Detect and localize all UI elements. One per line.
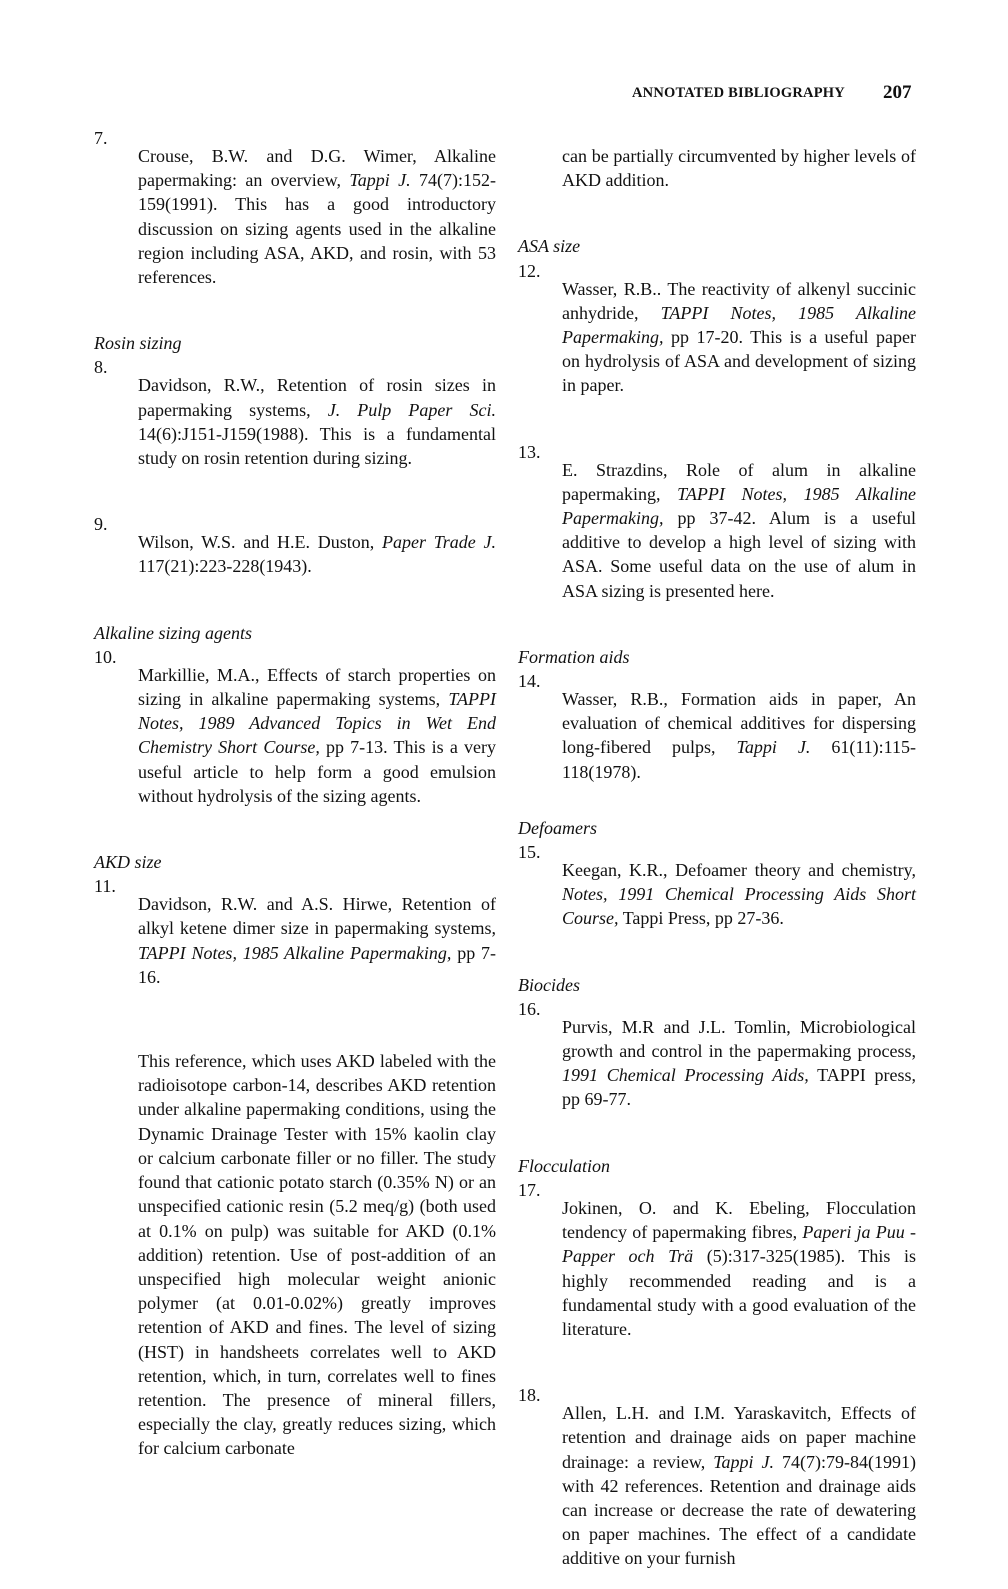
reference-entry-18: [518, 1383, 916, 1588]
section-heading-flocculation: Flocculation: [518, 1155, 610, 1176]
entry-text: Keegan, K.R., Defoamer theory and chemistry, Notes, 1991 Chemical Processing Aids Short Course, Tappi Press, pp 27-36.: [562, 860, 916, 929]
right-column: [518, 126, 916, 1589]
reference-entry-16: [518, 997, 916, 1130]
entry-number: 11.: [94, 876, 116, 897]
entry-number: 15.: [518, 842, 541, 863]
reference-entry-9: [94, 512, 496, 596]
entry-number: 16.: [518, 998, 541, 1019]
running-head: ANNOTATED BIBLIOGRAPHY: [632, 85, 845, 101]
reference-entry-10: [94, 645, 496, 826]
entry-text: Davidson, R.W., Retention of rosin sizes in papermaking systems, J. Pulp Paper Sci. 14(6):J151-J159(1988). This is a fundamental study on rosin retention during sizing.: [138, 375, 496, 469]
entry-text: Allen, L.H. and I.M. Yaraskavitch, Effects of retention and drainage aids on paper machine drainage: a review, Tappi J. 74(7):79-84(1991) with 42 references. Retention and drainage aids can increase or decrease the rate of dewatering on paper machines. The effect of a candidate additive on your furnish: [562, 1403, 916, 1569]
page-header: [0, 82, 1008, 110]
continued-paragraph: can be partially circumvented by higher levels of AKD addition.: [562, 146, 916, 191]
entry-number: 18.: [518, 1385, 541, 1406]
entry-number: 10.: [94, 646, 117, 667]
entry-number: 13.: [518, 441, 541, 462]
entry-text: Wasser, R.B.. The reactivity of alkenyl succinic anhydride, TAPPI Notes, 1985 Alkaline Papermaking, pp 17-20. This is a useful paper on hydrolysis of ASA and development of sizing in paper.: [562, 278, 916, 396]
entry-number: 7.: [94, 128, 108, 148]
section-heading-akd-size: AKD size: [94, 852, 162, 873]
section-heading-formation-aids: Formation aids: [518, 646, 630, 667]
entry-text: Purvis, M.R and J.L. Tomlin, Microbiological growth and control in the papermaking process, 1991 Chemical Processing Aids, TAPPI press, pp 69-77.: [562, 1016, 916, 1110]
entry-number: 8.: [94, 357, 108, 378]
entry-text: Crouse, B.W. and D.G. Wimer, Alkaline papermaking: an overview, Tappi J. 74(7):152-159(1991). This has a good introductory discussion on sizing agents used in the alkaline region including ASA, AKD, and rosin, with 53 references.: [138, 146, 497, 288]
section-heading-biocides: Biocides: [518, 974, 580, 995]
section-heading-rosin-sizing: Rosin sizing: [94, 333, 182, 354]
entry-number: 17.: [518, 1179, 541, 1200]
reference-entry-7: [94, 126, 496, 307]
entry-number: 12.: [518, 260, 541, 281]
entry-text: E. Strazdins, Role of alum in alkaline papermaking, TAPPI Notes, 1985 Alkaline Papermaking, pp 37-42. Alum is a useful additive to develop a high level of sizing with ASA. Some useful data on the use of alum in ASA sizing is presented here.: [562, 459, 917, 601]
reference-entry-14: [518, 669, 916, 802]
reference-entry-17: [518, 1178, 916, 1359]
entry-text: Jokinen, O. and K. Ebeling, Flocculation tendency of papermaking fibres, Paperi ja Puu - Papper och Trä (5):317-325(1985). This is highly recommended reading and is a fundamental study with a good evaluation of the literature.: [562, 1197, 916, 1339]
entry-number: 9.: [94, 514, 108, 535]
reference-entry-12: [518, 259, 916, 416]
reference-entry-15: [518, 840, 916, 949]
page-number: 207: [883, 82, 912, 103]
section-heading-asa-size: ASA size: [518, 236, 581, 257]
entry-text: Wilson, W.S. and H.E. Duston, Paper Trade J. 117(21):223-228(1943).: [138, 532, 496, 577]
section-heading-alkaline-sizing: Alkaline sizing agents: [94, 622, 252, 643]
entry-text: Markillie, M.A., Effects of starch properties on sizing in alkaline papermaking systems, TAPPI Notes, 1989 Advanced Topics in Wet End Chemistry Short Course, pp 7-13. This is a very useful article to help form a good emulsion without hydrolysis of the sizing agents.: [138, 664, 496, 806]
reference-entry-11: [94, 874, 496, 1007]
entry-number: 14.: [518, 671, 541, 692]
entry-text: Wasser, R.B., Formation aids in paper, An evaluation of chemical additives for dispersing long-fibered pulps, Tappi J. 61(11):115-118(1978).: [562, 689, 916, 782]
reference-entry-13: [518, 440, 916, 621]
reference-entry-8: [94, 355, 496, 488]
left-column: [94, 126, 496, 1479]
entry-text: Davidson, R.W. and A.S. Hirwe, Retention of alkyl ketene dimer size in papermaking systems, TAPPI Notes, 1985 Alkaline Papermaking, pp 7-16.: [138, 894, 496, 987]
section-heading-defoamers: Defoamers: [518, 817, 597, 838]
annotation-paragraph: This reference, which uses AKD labeled with the radioisotope carbon-14, describes AKD retention under alkaline papermaking conditions, using the Dynamic Drainage Tester with 15% kaolin clay or calcium carbonate filler or no filler. The study found that cationic potato starch (0.35% N) or an unspecified cationic resin (5.2 meq/g) (both used at 0.1% on pulp) was suitable for AKD (0.1% addition) retention. Use of post-addition of an unspecified high molecular weight anionic polymer (at 0.01-0.02%) greatly improves retention of AKD and fines. The level of sizing (HST) in handsheets correlates well to AKD retention, which, in turn, correlates well to fines retention. The presence of mineral fillers, especially the clay, greatly reduces sizing, which for calcium carbonate: [138, 1051, 496, 1459]
